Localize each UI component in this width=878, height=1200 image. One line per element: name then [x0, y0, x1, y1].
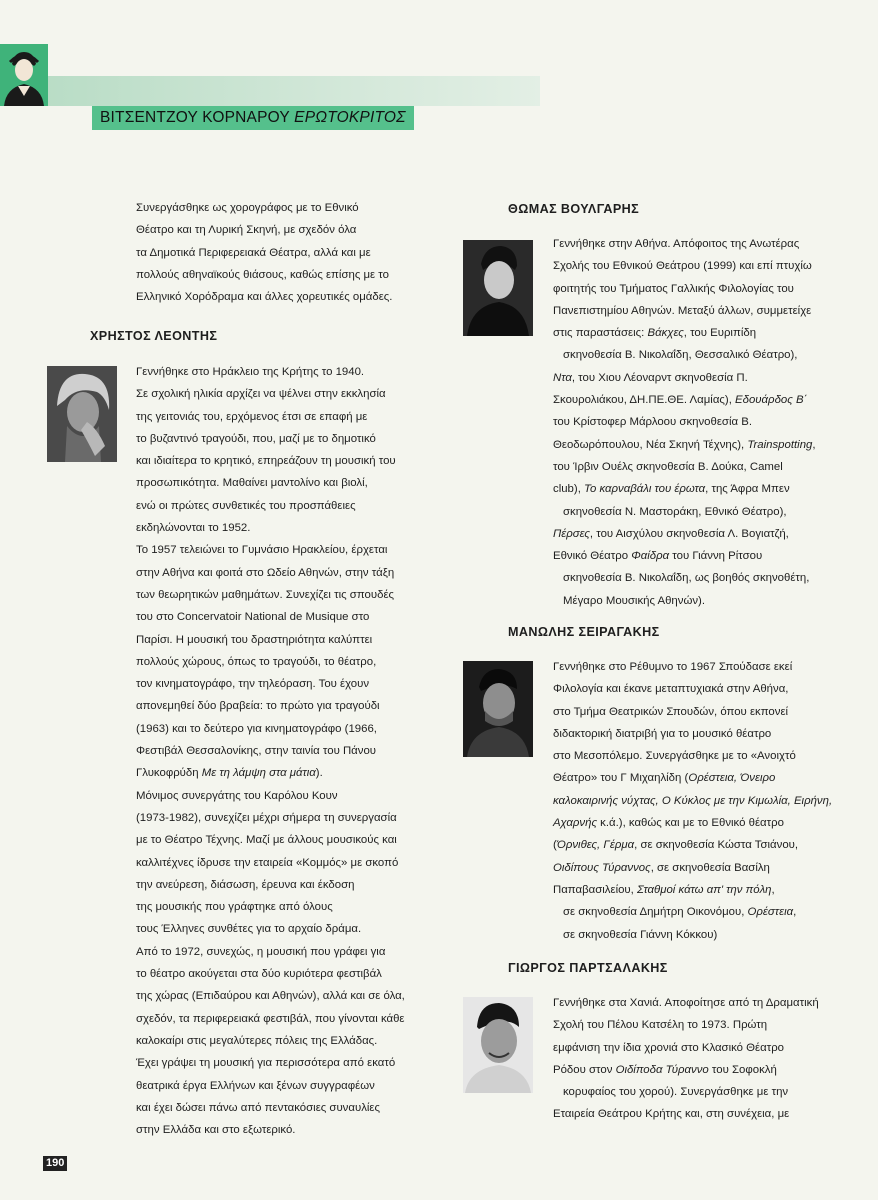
text-span: Παπαβασιλείου,	[553, 883, 637, 896]
bio-name-partsalakis: ΓΙΩΡΓΟΣ ΠΑΡΤΣΑΛΑΚΗΣ	[508, 961, 668, 975]
text-line: Από το 1972, συνεχώς, η μουσική που γράφει για	[136, 945, 386, 958]
text-span: club),	[553, 483, 585, 496]
text-span: Σκουρολιάκου, ΔΗ.ΠΕ.ΘΕ. Λαμίας),	[553, 394, 736, 407]
text-line: Μόνιμος συνεργάτης του Καρόλου Κουν	[136, 789, 338, 802]
text-span: Θέατρο» του Γ Μιχαηλίδη (	[553, 772, 689, 785]
bio-text-partsalakis	[553, 992, 819, 1126]
text-line: Μέγαρο Μουσικής Αθηνών).	[563, 594, 706, 607]
text-span: , του Χιου Λέοναρντ σκηνοθεσία Π.	[571, 371, 748, 384]
text-span: Γλυκοφρύδη	[136, 767, 202, 780]
text-line: τον κινηματογράφο, την τηλεόραση. Του έχουν	[136, 678, 370, 691]
text-line	[553, 901, 832, 923]
text-line: και έχει δώσει πάνω από πεντακόσιες συναυλίες	[136, 1101, 380, 1114]
text-line: ενώ οι πρώτες συνθετικές του προσπάθειες	[136, 499, 356, 512]
play-title: Ορέστεια, Όνειρο	[688, 772, 776, 785]
text-line: Ελληνικό Χορόδραμα και άλλες χορευτικές ομάδες.	[136, 291, 393, 304]
text-line	[553, 812, 832, 834]
title-work: ΕΡΩΤΟΚΡΙΤΟΣ	[294, 109, 406, 126]
text-span: , σε σκηνοθεσία Κώστα Τσιάνου,	[634, 839, 799, 852]
portrait-photo-partsalakis	[463, 997, 533, 1093]
bio-name-voulgaris: ΘΩΜΑΣ ΒΟΥΛΓΑΡΗΣ	[508, 202, 640, 216]
text-span: ,	[812, 438, 816, 451]
text-span: Εθνικό Θέατρο	[553, 550, 632, 563]
text-span: ,	[793, 906, 797, 919]
text-line	[553, 367, 816, 389]
text-line: Εταιρεία Θεάτρου Κρήτης και, στη συνέχεια, με	[553, 1108, 790, 1121]
play-title: Σταθμοί κάτω απ' την πόλη	[637, 883, 772, 896]
text-line: στο Μεσοπόλεμο. Συνεργάσθηκε με το «Ανοιχτό	[553, 750, 796, 763]
text-line	[553, 767, 832, 789]
text-line: τους Έλληνες συνθέτες για το αρχαίο δράμα.	[136, 923, 362, 936]
text-line: Παρίσι. Η μουσική του δραστηριότητα καλύπτει	[136, 633, 373, 646]
text-line: με το Θέατρο Τέχνης. Μαζί με άλλους μουσικούς και	[136, 834, 397, 847]
bio-name-seiragakis: ΜΑΝΩΛΗΣ ΣΕΙΡΑΓΑΚΗΣ	[508, 625, 660, 639]
bio-name-leontis: ΧΡΗΣΤΟΣ ΛΕΟΝΤΗΣ	[90, 329, 218, 343]
text-line: διδακτορική διατριβή για το μουσικό θέατρο	[553, 727, 772, 740]
text-line	[136, 762, 405, 784]
text-span: Θεοδωρόπουλου, Νέα Σκηνή Τέχνης),	[553, 438, 748, 451]
text-span: ,	[771, 883, 775, 896]
title-author: ΒΙΤΣΕΝΤΖΟΥ ΚΟΡΝΑΡΟΥ	[100, 109, 290, 126]
text-line: του Κρίστοφερ Μάρλοου σκηνοθεσία Β.	[553, 416, 752, 429]
text-line: το βυζαντινό τραγούδι, που, μαζί με το δημοτικό	[136, 432, 376, 445]
text-span: ).	[315, 767, 323, 780]
play-title: Βάκχες	[647, 327, 684, 340]
text-line	[553, 1059, 819, 1081]
text-line: στην Αθήνα και φοιτά στο Ωδείο Αθηνών, στην τάξη	[136, 566, 395, 579]
text-line	[553, 478, 816, 500]
text-line: Το 1957 τελειώνει το Γυμνάσιο Ηρακλείου, έρχεται	[136, 544, 388, 557]
text-line	[553, 857, 832, 879]
text-line: (1963) και το δεύτερο για κινηματογράφο (1966,	[136, 722, 377, 735]
text-span: του Γιάννη Ρίτσου	[669, 550, 763, 563]
page-title	[92, 106, 414, 130]
text-line: την ανεύρεση, διάσωση, έρευνα και έκδοση	[136, 878, 355, 891]
play-title: Όρνιθες, Γέρμα	[556, 839, 635, 852]
text-span: του Σοφοκλή	[708, 1063, 777, 1076]
play-title: Trainspotting	[747, 438, 813, 451]
text-line: Πανεπιστημίου Αθηνών. Μεταξύ άλλων, συμμετείχε	[553, 304, 812, 317]
text-line: στην Ελλάδα και στο εξωτερικό.	[136, 1124, 296, 1137]
text-line: της μουσικής που γράφτηκε από όλους	[136, 901, 333, 914]
text-line: σε σκηνοθεσία Γιάννη Κόκκου)	[563, 928, 718, 941]
text-line: και ιδιαίτερα το κρητικό, επηρεάζουν τη μουσική του	[136, 455, 396, 468]
text-line: θεατρικά έργα Ελλήνων και ξένων συγγραφέων	[136, 1079, 375, 1092]
logo-portrait-icon	[0, 44, 48, 106]
text-line: (1973-1982), συνεχίζει μέχρι σήμερα τη συνεργασία	[136, 811, 397, 824]
text-line: πολλούς χώρους, όπως το τραγούδι, το θέατρο,	[136, 655, 377, 668]
text-line: τα Δημοτικά Περιφερειακά Θέατρα, αλλά και με	[136, 246, 371, 259]
play-title: Εδουάρδος Β΄	[735, 394, 808, 407]
text-span: Ρόδου στον	[553, 1063, 616, 1076]
text-line	[553, 389, 816, 411]
play-title: Ορέστεια	[747, 906, 794, 919]
bio-text-leontis	[136, 361, 405, 1141]
text-line: της χώρας (Επιδαύρου και Αθηνών), αλλά και σε όλα,	[136, 990, 405, 1003]
text-span: κ.ά.), καθώς και με το Εθνικό θέατρο	[597, 817, 784, 830]
header-band	[0, 76, 540, 106]
text-line: των θεωρητικών μαθημάτων. Συνεχίζει τις σπουδές	[136, 588, 395, 601]
text-line: Έχει γράψει τη μουσική για περισσότερα από εκατό	[136, 1057, 396, 1070]
text-line: Σχολής του Εθνικού Θεάτρου (1999) και επί πτυχίω	[553, 260, 812, 273]
play-title: Οιδίπους Τύραννος	[553, 861, 651, 874]
text-line: Θέατρο και τη Λυρική Σκηνή, με σχεδόν όλα	[136, 224, 357, 237]
text-line: Γεννήθηκε στο Ηράκλειο της Κρήτης το 1940.	[136, 366, 365, 378]
portrait-photo-leontis	[47, 366, 117, 462]
text-line: πολλούς αθηναϊκούς θιάσους, καθώς επίσης με το	[136, 268, 389, 281]
bio-text-seiragakis	[553, 656, 832, 946]
text-line: φοιτητής του Τμήματος Γαλλικής Φιλολογίας του	[553, 282, 794, 295]
play-title: Πέρσες	[553, 527, 590, 540]
text-line: εμφάνιση την ίδια χρονιά στο Κλασικό Θέατρο	[553, 1041, 785, 1054]
text-line	[553, 434, 816, 456]
text-line: Φιλολογία και έκανε μεταπτυχιακά στην Αθήνα,	[553, 683, 789, 696]
text-line: του Ίρβιν Ουέλς σκηνοθεσία Β. Δούκα, Camel	[553, 460, 783, 473]
text-line: εκδηλώνονται το 1952.	[136, 522, 251, 535]
text-line: σκηνοθεσία Β. Νικολαΐδη, ως βοηθός σκηνοθέτη,	[563, 572, 810, 585]
text-line: της γειτονιάς του, ερχόμενος έτσι σε επαφή με	[136, 410, 368, 423]
play-title: Αχαρνής	[553, 817, 597, 830]
text-line: σκηνοθεσία Β. Νικολαΐδη, Θεσσαλικό Θέατρο),	[563, 349, 798, 362]
text-line: Γεννήθηκε στο Ρέθυμνο το 1967 Σπούδασε εκεί	[553, 661, 793, 673]
text-span: σε σκηνοθεσία Δημήτρη Οικονόμου,	[563, 906, 748, 919]
text-line	[553, 523, 816, 545]
text-line: στο Τμήμα Θεατρικών Σπουδών, όπου εκπονεί	[553, 705, 789, 718]
text-line: καλοκαιρινής νύχτας, Ο Κύκλος με την Κιμωλία, Ειρήνη,	[553, 794, 833, 807]
text-line: Γεννήθηκε στα Χανιά. Αποφοίτησε από τη Δραματική	[553, 997, 819, 1009]
play-title: Ντα	[553, 371, 572, 384]
play-title: Φαίδρα	[631, 550, 670, 563]
portrait-photo-seiragakis	[463, 661, 533, 757]
play-title: Οιδίποδα Τύραννο	[615, 1063, 709, 1076]
portrait-photo-voulgaris	[463, 240, 533, 336]
text-line: Σε σχολική ηλικία αρχίζει να ψέλνει στην εκκλησία	[136, 388, 386, 401]
text-line: απονεμηθεί δύο βραβεία: το πρώτο για τραγούδι	[136, 700, 380, 713]
text-span: , του Αισχύλου σκηνοθεσία Λ. Βογιατζή,	[589, 527, 789, 540]
text-line: προσωπικότητα. Μαθαίνει μαντολίνο και βιολί,	[136, 477, 368, 490]
page-number: 190	[43, 1156, 67, 1171]
text-span: , του Ευριπίδη	[683, 327, 757, 340]
text-line: σκηνοθεσία Ν. Μαστοράκη, Εθνικό Θέατρο),	[563, 505, 787, 518]
text-span: , σε σκηνοθεσία Βασίλη	[650, 861, 770, 874]
text-line: Σχολή του Πέλου Κατσέλη το 1973. Πρώτη	[553, 1019, 768, 1032]
text-line: σχεδόν, τα περιφερειακά φεστιβάλ, που γίνονται κάθε	[136, 1012, 405, 1025]
text-line: Φεστιβάλ Θεσσαλονίκης, στην ταινία του Πάνου	[136, 745, 377, 758]
text-span: , της Άφρα Μπεν	[705, 483, 790, 496]
text-line	[553, 879, 832, 901]
text-line	[553, 322, 816, 344]
text-line: Γεννήθηκε στην Αθήνα. Απόφοιτος της Ανωτέρας	[553, 238, 800, 250]
film-title: Με τη λάμψη στα μάτια	[201, 767, 316, 780]
text-span: στις παραστάσεις:	[553, 327, 648, 340]
text-line	[553, 834, 832, 856]
text-line: του στο Concervatoir National de Musique στο	[136, 611, 370, 624]
text-line: κορυφαίος του χορού). Συνεργάσθηκε με την	[563, 1086, 789, 1099]
play-title: Το καρναβάλι του έρωτα	[584, 483, 706, 496]
text-line: καλλιτέχνες ίδρυσε την εταιρεία «Κομμός» με σκοπό	[136, 856, 399, 869]
text-span: (	[553, 839, 557, 852]
text-line: καλοκαίρι στις μεγαλύτερες πόλεις της Ελλάδας.	[136, 1034, 378, 1047]
text-line	[553, 545, 816, 567]
bio-text-voulgaris	[553, 233, 816, 612]
text-line: το θέατρο ακούγεται στα δύο κυριότερα φεστιβάλ	[136, 968, 382, 981]
text-line: Συνεργάσθηκε ως χορογράφος με το Εθνικό	[136, 202, 359, 214]
intro-text	[136, 197, 392, 308]
